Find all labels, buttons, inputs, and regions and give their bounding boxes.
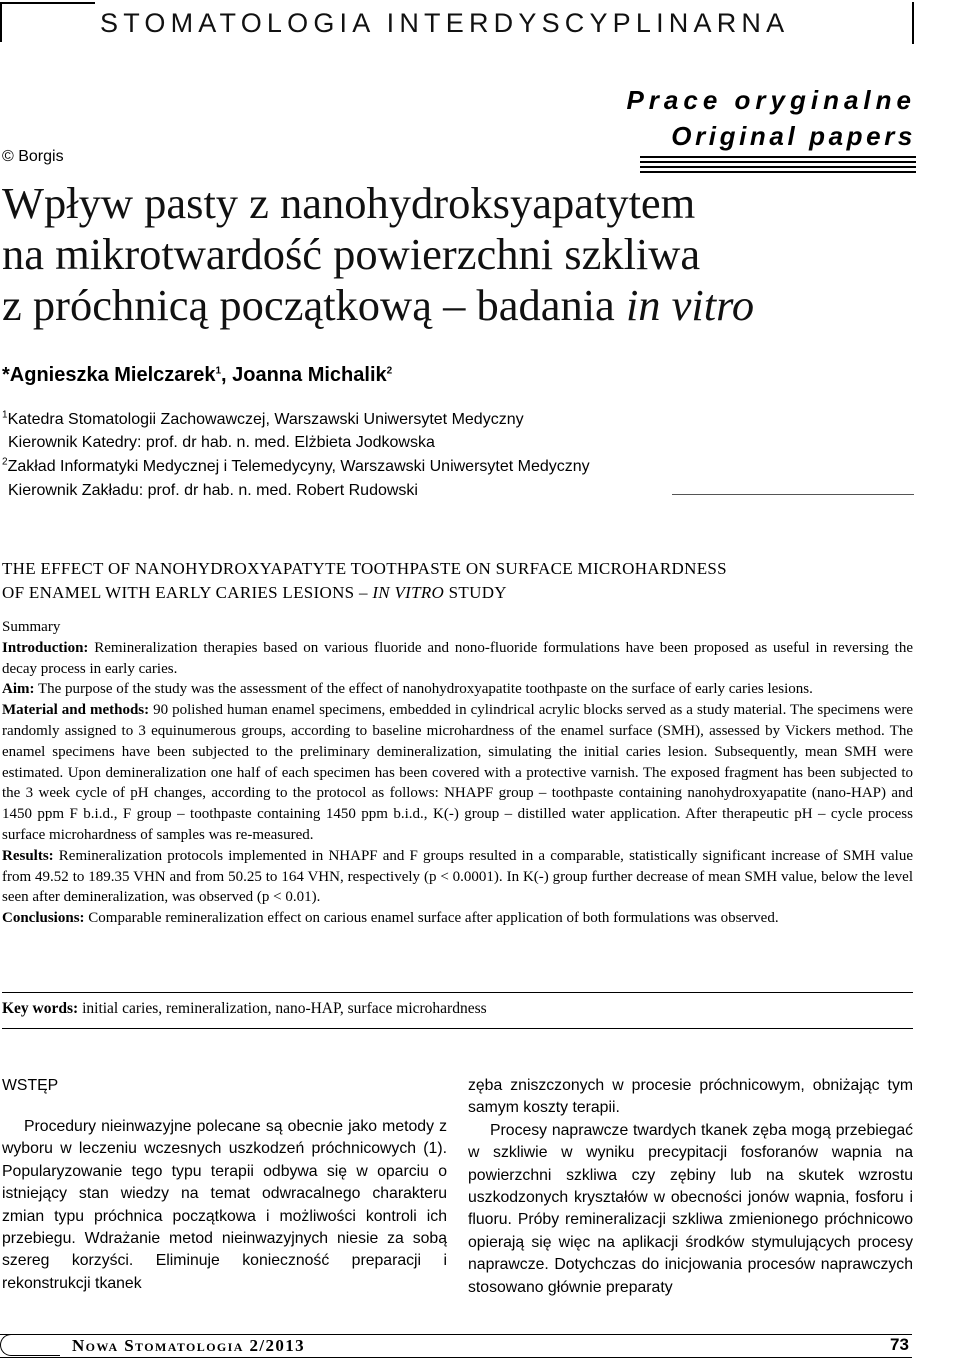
section-label-en: Original papers <box>671 121 916 151</box>
header-rule <box>912 2 914 44</box>
article-title <box>2 178 902 331</box>
summary <box>2 617 913 929</box>
keywords-text: initial caries, remineralization, nano-HAP, surface microhardness <box>78 1000 487 1017</box>
affiliation <box>8 481 418 501</box>
affiliation <box>2 457 590 477</box>
publisher: © Borgis <box>2 148 64 165</box>
author-name: Joanna Michalik <box>232 364 387 386</box>
body-paragraph: zęba zniszczonych w procesie próchnicowym, obniżając tym samym koszty terapii. <box>468 1077 913 1117</box>
divider <box>2 1028 913 1029</box>
summary-introduction <box>2 638 913 680</box>
summary-label: Aim: <box>2 681 35 698</box>
section-label-pl: Prace oryginalne <box>626 85 916 115</box>
title-line <box>2 280 902 331</box>
summary-text: Remineralization protocols implemented in NHAPF and F groups resulted in a comparable, statistically significant increase of SMH value from 49.52 to 189.35 VHN and from 50.25 to 164 VHN, respectively (p < 0.0001). In K(-) group further decrease of mean SMH value, below the level seen after demineralization, was observed (p < 0.01). <box>2 847 913 906</box>
affiliation-text: Zakład Informatyki Medycznej i Telemedycyny, Warszawski Uniwersytet Medyczny <box>7 458 590 475</box>
english-title <box>2 557 727 605</box>
title-italic: in vitro <box>625 280 755 330</box>
keywords <box>2 1000 487 1018</box>
summary-aim <box>2 679 913 700</box>
english-title-text: STUDY <box>444 583 507 602</box>
divider <box>2 992 913 993</box>
divider <box>672 494 914 495</box>
summary-label: Material and methods: <box>2 702 150 719</box>
section-heading: WSTĘP <box>2 1077 59 1094</box>
affiliation-text: Kierownik Katedry: prof. dr hab. n. med. Elżbieta Jodkowska <box>8 434 435 451</box>
body-paragraph: Procedury nieinwazyjne polecane są obecnie jako metody z wyboru w leczeniu wczesnych uszkodzeń próchnicowych (1). Popularyzowanie tego typu terapii odbywa się w oparciu o istniejący stan wiedzy na temat odwracalnego charakteru zmian typu próchnica początkowa i możliwości kontroli ich przebiegu. Wdrażanie metod nieinwazyjnych niesie za sobą szereg korzyści. Eliminuje konieczność preparacji i rekonstrukcji tkanek <box>2 1118 447 1292</box>
summary-label: Introduction: <box>2 639 89 656</box>
footer-journal: Nowa Stomatologia 2/2013 <box>72 1336 306 1355</box>
summary-text: Remineralization therapies based on various fluoride and nono-fluoride formulations have been proposed as useful in reversing the decay process in early caries. <box>2 639 913 677</box>
title-line: na mikrotwardość powierzchni szkliwa <box>2 229 701 279</box>
author-sup: 1 <box>215 365 221 377</box>
summary-text: 90 polished human enamel specimens, embedded in cylindrical acrylic blocks served as a study material. The specimens were randomly assigned to 3 equinumerous groups, according to baseline microhardness of the enamel surface (SMH), assessed by Vickers method. The enamel specimens have been subjected to the preliminary demineralization, simulating the initial caries lesion. Subsequently, mean SMH were estimated. Upon demineralization one half of each specimen has been covered with a protective varnish. The exposed fragment has been subjected to the 3 week cycle of pH changes, according to the protocol as follows: NHAPF group – toothpaste containing nanohydroxyapatite (nano-HAP) and 1450 ppm F b.i.d., F group – toothpaste containing 1450 ppm b.i.d., K(-) group – distilled water application. After therapeutic pH – cycle process surface microhardness of samples was re-measured. <box>2 702 913 843</box>
summary-text: Comparable remineralization effect on carious enamel surface after application of both formulations was observed. <box>84 910 779 927</box>
header-rule <box>0 2 2 42</box>
title-line-text: z próchnicą początkową – badania <box>2 280 626 330</box>
affiliation-sup: 1 <box>2 409 8 421</box>
author-name: *Agnieszka Mielczarek <box>2 364 216 386</box>
summary-heading: Summary <box>2 619 61 635</box>
affiliation <box>2 410 524 430</box>
body-paragraph: Procesy naprawcze twardych tkanek zęba mogą przebiegać w szkliwie w wyniku precypitacji fosforanów wapnia na powierzchni szkliwa czy zębiny lub na skutek wzrostu uszkodzonych kryształów w obecności jonów wapnia, fosforu i fluoru. Próby remineralizacji szkliwa zmienionego próchnicowo opierają się więc na aplikacji środków stymulujących procesy naprawcze. Dotychczas do inicjowania procesów naprawczych stosowano głównie preparaty <box>468 1121 913 1296</box>
author-sup: 2 <box>386 365 393 377</box>
body-column-right <box>468 1075 913 1299</box>
english-title-line: THE EFFECT OF NANOHYDROXYAPATYTE TOOTHPASTE ON SURFACE MICROHARDNESS <box>2 559 727 578</box>
keywords-label: Key words: <box>2 1000 79 1017</box>
page-number: 73 <box>890 1335 909 1354</box>
english-title-text: OF ENAMEL WITH EARLY CARIES LESIONS – <box>2 583 373 602</box>
header-rule <box>0 2 95 4</box>
author-separator: , <box>221 364 233 386</box>
authors <box>2 364 392 387</box>
hatch-line <box>640 161 916 163</box>
affiliation-text: Katedra Stomatologii Zachowawczej, Warszawski Uniwersytet Medyczny <box>7 411 524 428</box>
title-line: Wpływ pasty z nanohydroksyapatytem <box>2 178 696 228</box>
affiliation <box>8 433 435 453</box>
affiliation-text: Kierownik Zakładu: prof. dr hab. n. med. Robert Rudowski <box>8 482 418 499</box>
english-title-line <box>2 581 727 605</box>
affiliation-sup: 2 <box>2 456 8 468</box>
summary-text: The purpose of the study was the assessment of the effect of nanohydroxyapatite toothpaste on the surface of early caries lesions. <box>34 681 813 698</box>
summary-label: Conclusions: <box>2 910 85 927</box>
summary-label: Results: <box>2 847 54 864</box>
summary-methods <box>2 700 913 846</box>
hatch-line <box>640 171 916 173</box>
journal-header: STOMATOLOGIA INTERDYSCYPLINARNA <box>100 8 790 38</box>
hatch-line <box>640 156 916 158</box>
body-column-left <box>2 1116 447 1295</box>
summary-conclusions <box>2 908 913 929</box>
footer-bracket <box>0 1334 60 1356</box>
english-title-italic: IN VITRO <box>372 583 445 602</box>
summary-results <box>2 846 913 908</box>
hatch-line <box>640 166 916 168</box>
